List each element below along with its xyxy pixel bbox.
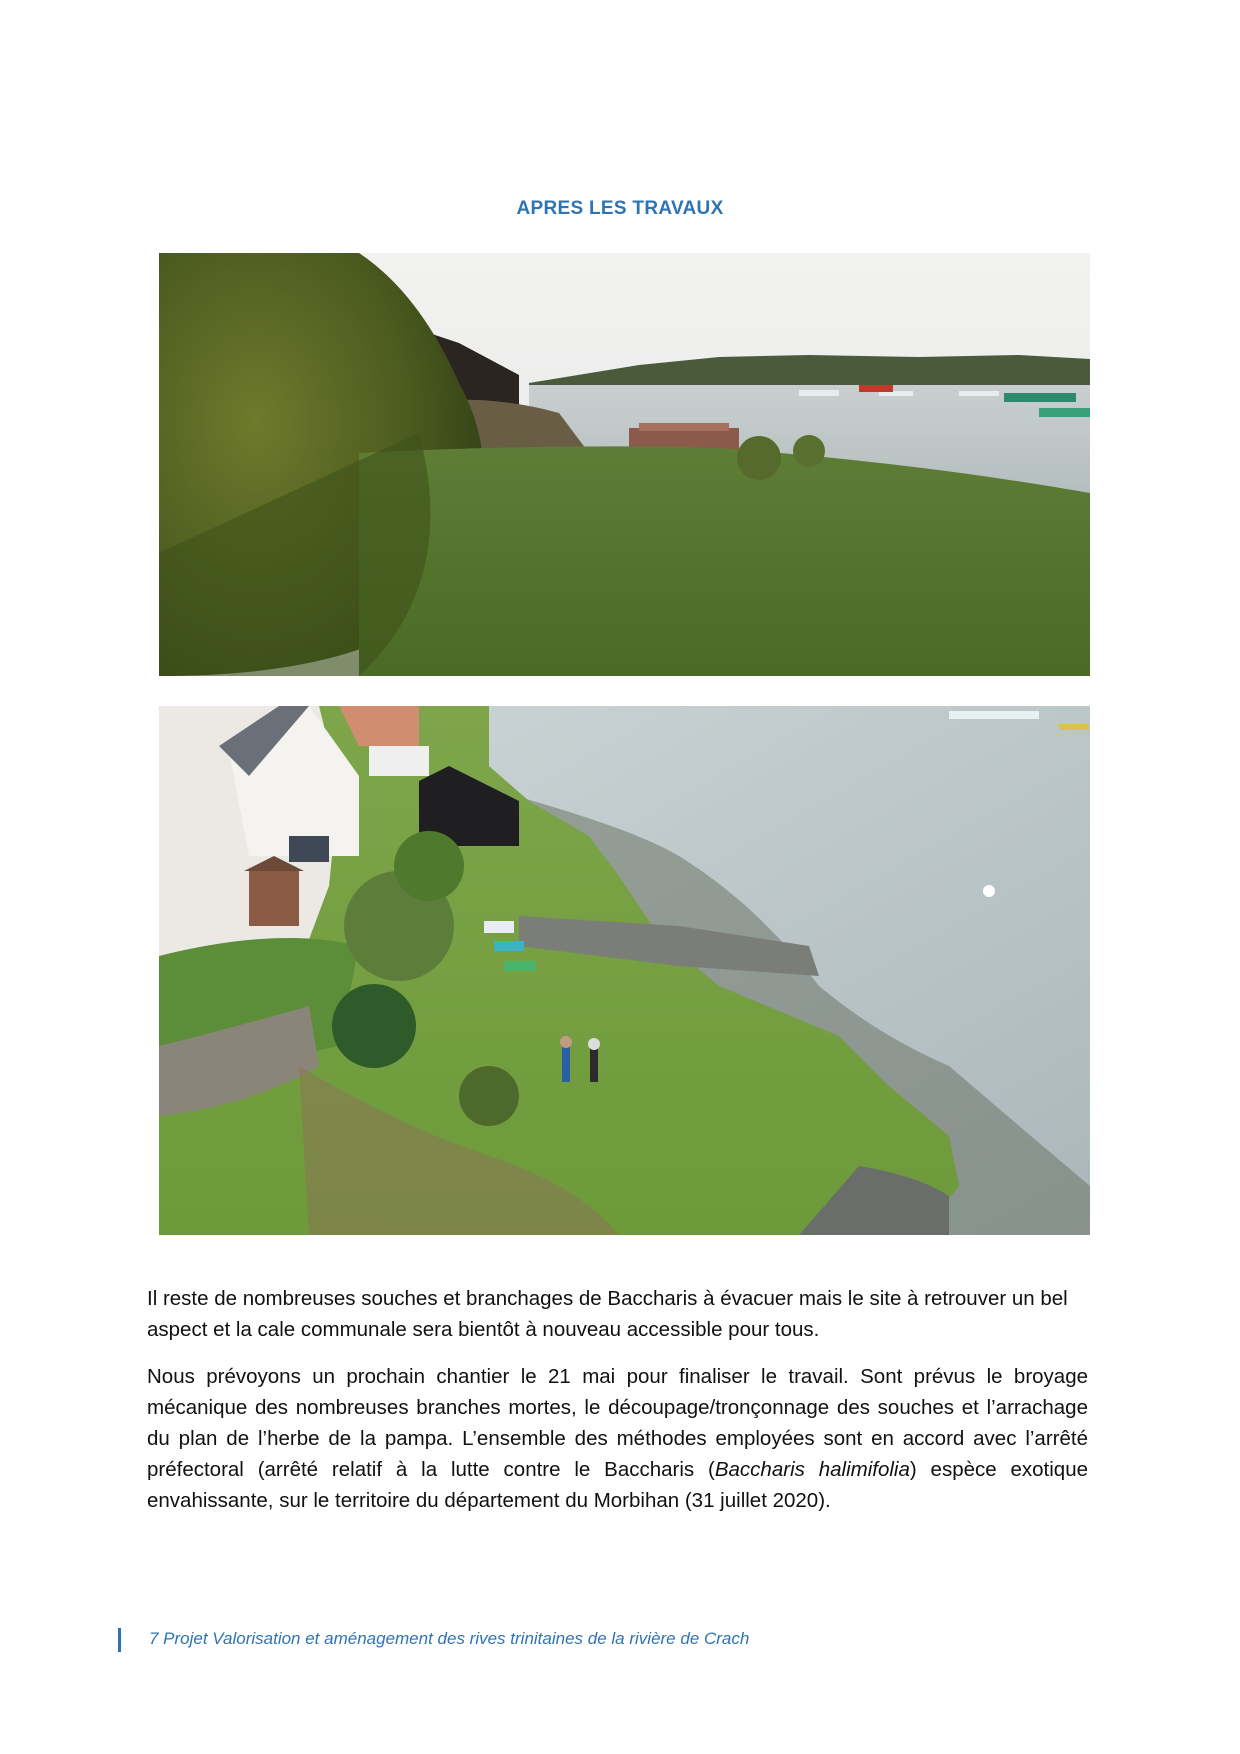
page-footer: 7 Projet Valorisation et aménagement des rives trinitaines de la rivière de Crach — [149, 1629, 750, 1648]
paragraph-remaining-work: Il reste de nombreuses souches et branchages de Baccharis à évacuer mais le site à retrouver un bel aspect et la cale communale sera bientôt à nouveau accessible pour tous. — [147, 1287, 1068, 1341]
photo-after-works-grass-shore-view — [159, 253, 1090, 676]
footer-accent-bar — [118, 1628, 121, 1652]
paragraph-next-worksite-text-2: ) espèce exotique envahissante, sur le territoire du département du Morbihan (31 juillet 2020). — [147, 1458, 1089, 1512]
paragraph-next-worksite — [147, 1361, 1088, 1516]
section-heading: APRES LES TRAVAUX — [516, 198, 724, 219]
species-name-italic: Baccharis halimifolia — [714, 1458, 910, 1481]
photo-after-works-aerial-view — [159, 706, 1090, 1235]
paragraph-next-worksite-text-1: Nous prévoyons un prochain chantier le 21 mai pour finaliser le travail. Sont prévus le broyage mécanique des nombreuses branches mortes, le découpage/tronçonnage des souches et l’arrachage du plan de l’herbe de la pampa. L’ensemble des méthodes employées sont en accord avec l’arrêté préfectoral (arrêté relatif à la lutte contre le Baccharis ( — [147, 1365, 1088, 1481]
